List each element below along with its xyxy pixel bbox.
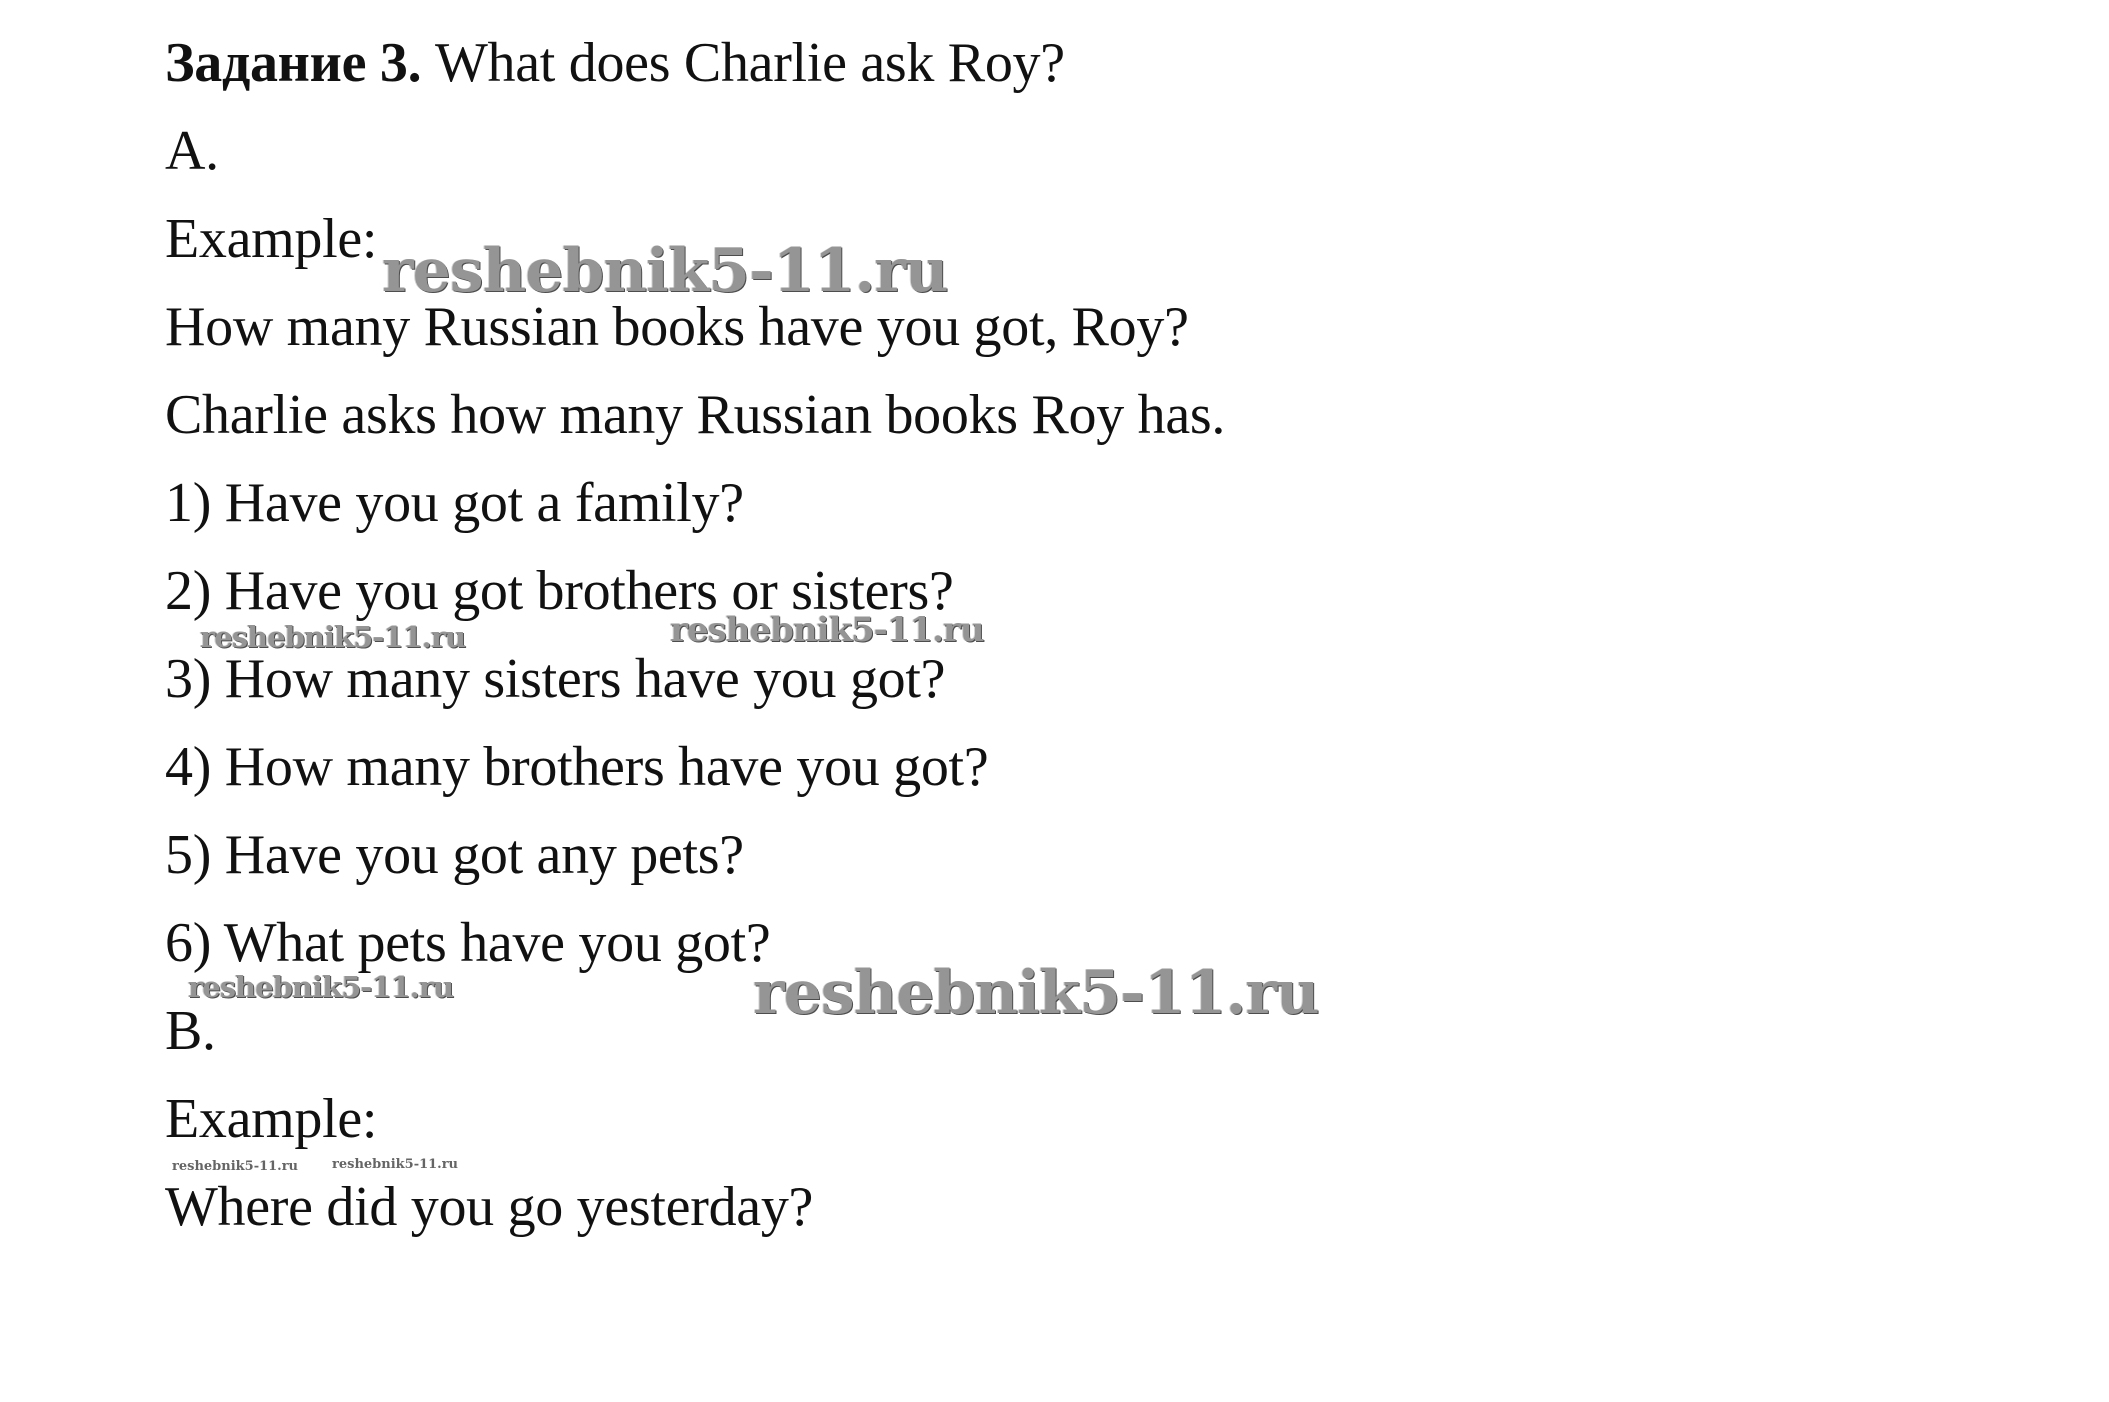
list-item: 5) Have you got any pets?: [165, 824, 744, 886]
list-item: 1) Have you got a family?: [165, 472, 744, 534]
watermark: reshebnik5-11.ru: [753, 958, 1319, 1028]
list-item: 2) Have you got brothers or sisters?: [165, 560, 954, 622]
list-item: 3) How many sisters have you got?: [165, 648, 946, 710]
task-heading: [165, 30, 1065, 96]
section-b-example-question: Where did you go yesterday?: [165, 1176, 814, 1238]
watermark: reshebnik5-11.ru: [670, 610, 984, 650]
watermark: reshebnik5-11.ru: [188, 970, 454, 1004]
watermark: reshebnik5-11.ru: [382, 236, 948, 306]
section-a-heading: A.: [165, 120, 219, 182]
watermark: reshebnik5-11.ru: [200, 620, 466, 654]
section-a-example-label: Example:: [165, 208, 378, 270]
section-b-example-label: Example:: [165, 1088, 378, 1150]
section-a-example-answer: Charlie asks how many Russian books Roy has.: [165, 384, 1226, 446]
task-label: Задание 3.: [165, 32, 422, 94]
section-b-heading: B.: [165, 1000, 216, 1062]
watermark: reshebnik5-11.ru: [332, 1157, 459, 1172]
list-item: 4) How many brothers have you got?: [165, 736, 989, 798]
task-question: What does Charlie ask Roy?: [434, 32, 1065, 94]
watermark: reshebnik5-11.ru: [172, 1159, 299, 1174]
section-a-example-question: How many Russian books have you got, Roy?: [165, 296, 1189, 358]
list-item: 6) What pets have you got?: [165, 912, 771, 974]
